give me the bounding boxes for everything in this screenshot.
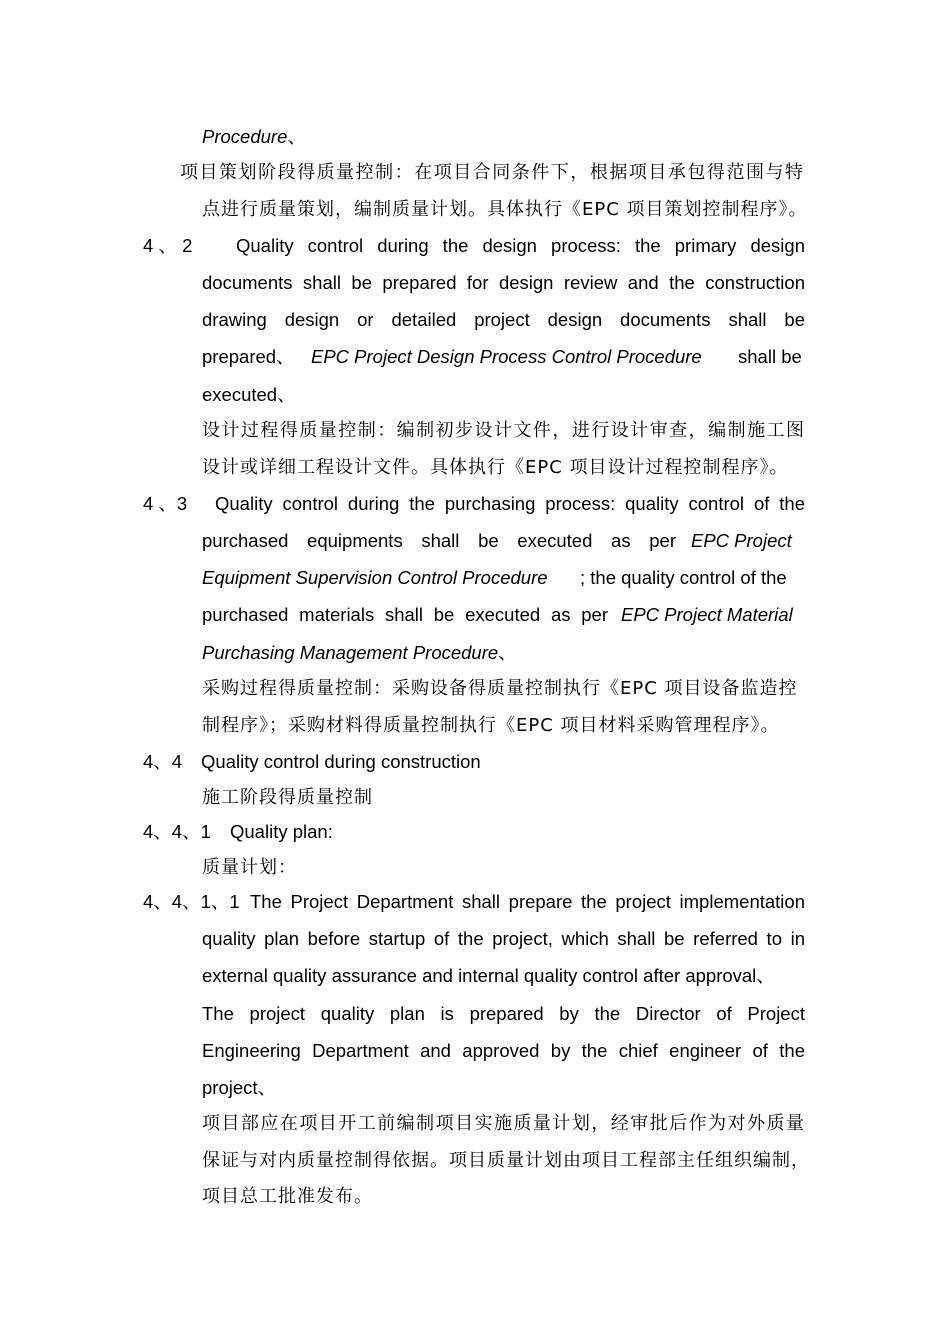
text-line: Quality control during the purchasing process: quality control of the bbox=[215, 493, 805, 514]
italic-title: Procedure bbox=[202, 126, 288, 147]
text-line: 采购过程得质量控制：采购设备得质量控制执行《EPC 项目设备监造控 bbox=[202, 678, 798, 699]
text-line: 保证与对内质量控制得依据。项目质量计划由项目工程部主任组织编制， bbox=[202, 1150, 810, 1171]
section-heading: Quality plan: bbox=[230, 821, 333, 842]
text-line: ; the quality control of the bbox=[580, 567, 787, 588]
italic-title: Equipment Supervision Control Procedure bbox=[202, 567, 548, 588]
section-number: 4 、 2 bbox=[143, 235, 193, 256]
italic-title: EPC Project Design Process Control Procedure bbox=[311, 346, 702, 367]
text-line bbox=[202, 126, 306, 148]
text-line: external quality assurance and internal quality control after approval、 bbox=[202, 965, 775, 986]
text-line bbox=[202, 642, 517, 664]
text-line: Engineering Department and approved by the chief engineer of the bbox=[202, 1040, 805, 1061]
text-line: purchased materials shall be executed as per bbox=[202, 604, 608, 625]
text-line: 点进行质量策划，编制质量计划。具体执行《EPC 项目策划控制程序》。 bbox=[202, 199, 808, 220]
italic-title: EPC Project bbox=[691, 530, 792, 551]
text-line: 设计或详细工程设计文件。具体执行《EPC 项目设计过程控制程序》。 bbox=[202, 457, 789, 478]
text-part: prepared、 bbox=[202, 346, 295, 367]
text-line: Quality control during the design process: the primary design bbox=[236, 235, 805, 256]
text-line: The Project Department shall prepare the project implementation bbox=[250, 891, 805, 912]
text-line: The project quality plan is prepared by the Director of Project bbox=[202, 1003, 805, 1024]
section-heading: Quality control during construction bbox=[201, 751, 481, 772]
italic-title: Purchasing Management Procedure bbox=[202, 642, 499, 663]
text-line: project、 bbox=[202, 1077, 277, 1098]
text-line: 制程序》；采购材料得质量控制执行《EPC 项目材料采购管理程序》。 bbox=[202, 715, 780, 736]
text-line: drawing design or detailed project design documents shall be bbox=[202, 309, 805, 330]
text-line: 项目部应在项目开工前编制项目实施质量计划，经审批后作为对外质量 bbox=[202, 1113, 805, 1134]
italic-title: EPC Project Material bbox=[621, 604, 793, 625]
text-line: shall be bbox=[738, 346, 802, 367]
text-line: purchased equipments shall be executed as per bbox=[202, 530, 676, 551]
section-number: 4 、3 bbox=[143, 493, 188, 514]
text-line bbox=[202, 346, 295, 368]
text-line: executed、 bbox=[202, 384, 296, 405]
text-line: 设计过程得质量控制：编制初步设计文件，进行设计审查，编制施工图 bbox=[202, 420, 805, 441]
text-line: 项目总工批准发布。 bbox=[202, 1186, 373, 1207]
punct: 、 bbox=[498, 642, 517, 663]
text-line: quality plan before startup of the project, which shall be referred to in bbox=[202, 928, 805, 949]
section-number: 4、4、1 bbox=[143, 821, 211, 842]
punct: 、 bbox=[287, 126, 306, 147]
section-number: 4、4 bbox=[143, 751, 183, 772]
section-number: 4、4、1、1 bbox=[143, 891, 240, 912]
text-line: 项目策划阶段得质量控制：在项目合同条件下，根据项目承包得范围与特 bbox=[180, 162, 804, 183]
section-heading: 施工阶段得质量控制 bbox=[202, 787, 373, 808]
text-line: documents shall be prepared for design review and the construction bbox=[202, 272, 805, 293]
section-heading: 质量计划： bbox=[202, 857, 297, 878]
